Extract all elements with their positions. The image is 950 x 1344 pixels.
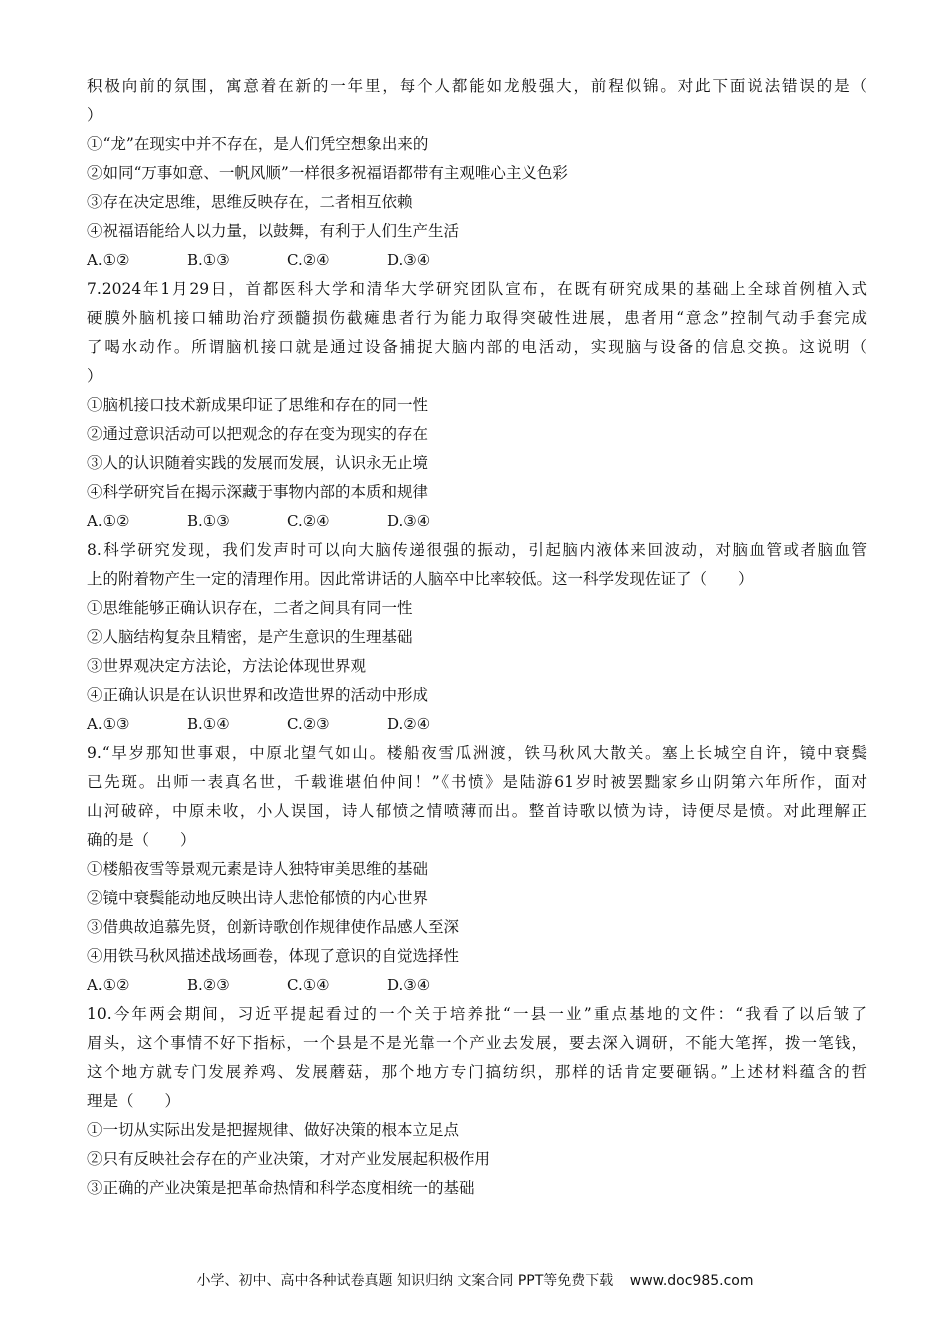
option-a: A.①②	[87, 512, 130, 530]
option-c: C.②④	[287, 512, 330, 530]
question-stem-line: 积极向前的氛围，寓意着在新的一年里，每个人都能如龙般强大，前程似锦。对此下面说法错误的是（	[87, 77, 867, 95]
statement-2: ②镜中衰鬓能动地反映出诗人悲怆郁愤的内心世界	[87, 889, 429, 907]
statement-3: ③存在决定思维，思维反映存在，二者相互依赖	[87, 193, 413, 211]
question-stem-line: 了喝水动作。所谓脑机接口就是通过设备捕捉大脑内部的电活动，实现脑与设备的信息交换。这说明（	[87, 338, 867, 356]
option-c: C.②④	[287, 251, 330, 269]
answer-options	[87, 246, 867, 275]
statement-1: ①楼船夜雪等景观元素是诗人独特审美思维的基础	[87, 860, 429, 878]
question-stem-line: 10.今年两会期间，习近平提起看过的一个关于培养批“一县一业”重点基地的文件：“我看了以后皱了	[87, 1005, 867, 1023]
question-stem-line: 硬膜外脑机接口辅助治疗颈髓损伤截瘫患者行为能力取得突破性进展，患者用“意念”控制气动手套完成	[87, 309, 867, 327]
option-c: C.②③	[287, 715, 330, 733]
option-d: D.③④	[387, 976, 431, 994]
page-footer	[0, 1270, 950, 1290]
statement-3: ③世界观决定方法论，方法论体现世界观	[87, 657, 367, 675]
option-b: B.①④	[187, 715, 230, 733]
statement-3: ③人的认识随着实践的发展而发展，认识永无止境	[87, 454, 429, 472]
statement-1: ①一切从实际出发是把握规律、做好决策的根本立足点	[87, 1121, 460, 1139]
statement-4: ④正确认识是在认识世界和改造世界的活动中形成	[87, 686, 429, 704]
statement-2: ②如同“万事如意、一帆风顺”一样很多祝福语都带有主观唯心主义色彩	[87, 164, 568, 182]
option-c: C.①④	[287, 976, 330, 994]
question-9	[87, 739, 867, 1000]
statement-1: ①脑机接口技术新成果印证了思维和存在的同一性	[87, 396, 429, 414]
statement-2: ②人脑结构复杂且精密，是产生意识的生理基础	[87, 628, 413, 646]
option-b: B.①③	[187, 251, 230, 269]
question-8	[87, 536, 867, 739]
option-b: B.②③	[187, 976, 230, 994]
option-b: B.①③	[187, 512, 230, 530]
option-d: D.③④	[387, 251, 431, 269]
footer-text: 小学、初中、高中各种试卷真题 知识归纳 文案合同 PPT等免费下载	[196, 1273, 614, 1289]
question-stem-line: 上的附着物产生一定的清理作用。因此常讲话的人脑卒中比率较低。这一科学发现佐证了（ ）	[87, 570, 754, 588]
exam-content	[87, 72, 867, 1203]
question-stem-line: ）	[87, 367, 103, 385]
option-d: D.②④	[387, 715, 431, 733]
statement-4: ④用铁马秋风描述战场画卷，体现了意识的自觉选择性	[87, 947, 460, 965]
question-stem-line: 这个地方就专门发展养鸡、发展蘑菇，那个地方专门搞纺织，那样的话肯定要砸锅。”上述材料蕴含的哲	[87, 1063, 867, 1081]
footer-link[interactable]: www.doc985.com	[629, 1273, 754, 1289]
statement-3: ③借典故追慕先贤，创新诗歌创作规律使作品感人至深	[87, 918, 460, 936]
question-stem-line: 8.科学研究发现，我们发声时可以向大脑传递很强的振动，引起脑内液体来回波动，对脑血管或者脑血管	[87, 541, 867, 559]
option-a: A.①②	[87, 251, 130, 269]
statement-1: ①思维能够正确认识存在，二者之间具有同一性	[87, 599, 413, 617]
question-7	[87, 275, 867, 536]
question-stem-line: 理是（ ）	[87, 1092, 181, 1110]
answer-options	[87, 971, 867, 1000]
statement-2: ②只有反映社会存在的产业决策，才对产业发展起积极作用	[87, 1150, 491, 1168]
statement-4: ④科学研究旨在揭示深藏于事物内部的本质和规律	[87, 483, 429, 501]
option-d: D.③④	[387, 512, 431, 530]
question-10	[87, 1000, 867, 1203]
answer-options	[87, 507, 867, 536]
question-6	[87, 72, 867, 275]
answer-options	[87, 710, 867, 739]
question-stem-line: 已先斑。出师一表真名世，千载谁堪伯仲间！”《书愤》是陆游61岁时被罢黜家乡山阴第六年所作，面对	[87, 773, 867, 791]
question-stem-line: 山河破碎，中原未收，小人误国，诗人郁愤之情喷薄而出。整首诗歌以愤为诗，诗便尽是愤。对此理解正	[87, 802, 867, 820]
option-a: A.①②	[87, 976, 130, 994]
question-stem-line: 7.2024年1月29日，首都医科大学和清华大学研究团队宣布，在既有研究成果的基础上全球首例植入式	[87, 280, 867, 298]
option-a: A.①③	[87, 715, 130, 733]
statement-4: ④祝福语能给人以力量，以鼓舞，有利于人们生产生活	[87, 222, 460, 240]
question-stem-line: ）	[87, 106, 103, 124]
statement-1: ①“龙”在现实中并不存在，是人们凭空想象出来的	[87, 135, 429, 153]
question-stem-line: 9.“早岁那知世事艰，中原北望气如山。楼船夜雪瓜洲渡，铁马秋风大散关。塞上长城空自许，镜中衰鬓	[87, 744, 867, 762]
question-stem-line: 眉头，这个事情不好下指标，一个县是不是光靠一个产业去发展，要去深入调研，不能大笔挥，拨一笔钱，	[87, 1034, 867, 1052]
statement-2: ②通过意识活动可以把观念的存在变为现实的存在	[87, 425, 429, 443]
question-stem-line: 确的是（ ）	[87, 831, 196, 849]
statement-3: ③正确的产业决策是把革命热情和科学态度相统一的基础	[87, 1179, 475, 1197]
